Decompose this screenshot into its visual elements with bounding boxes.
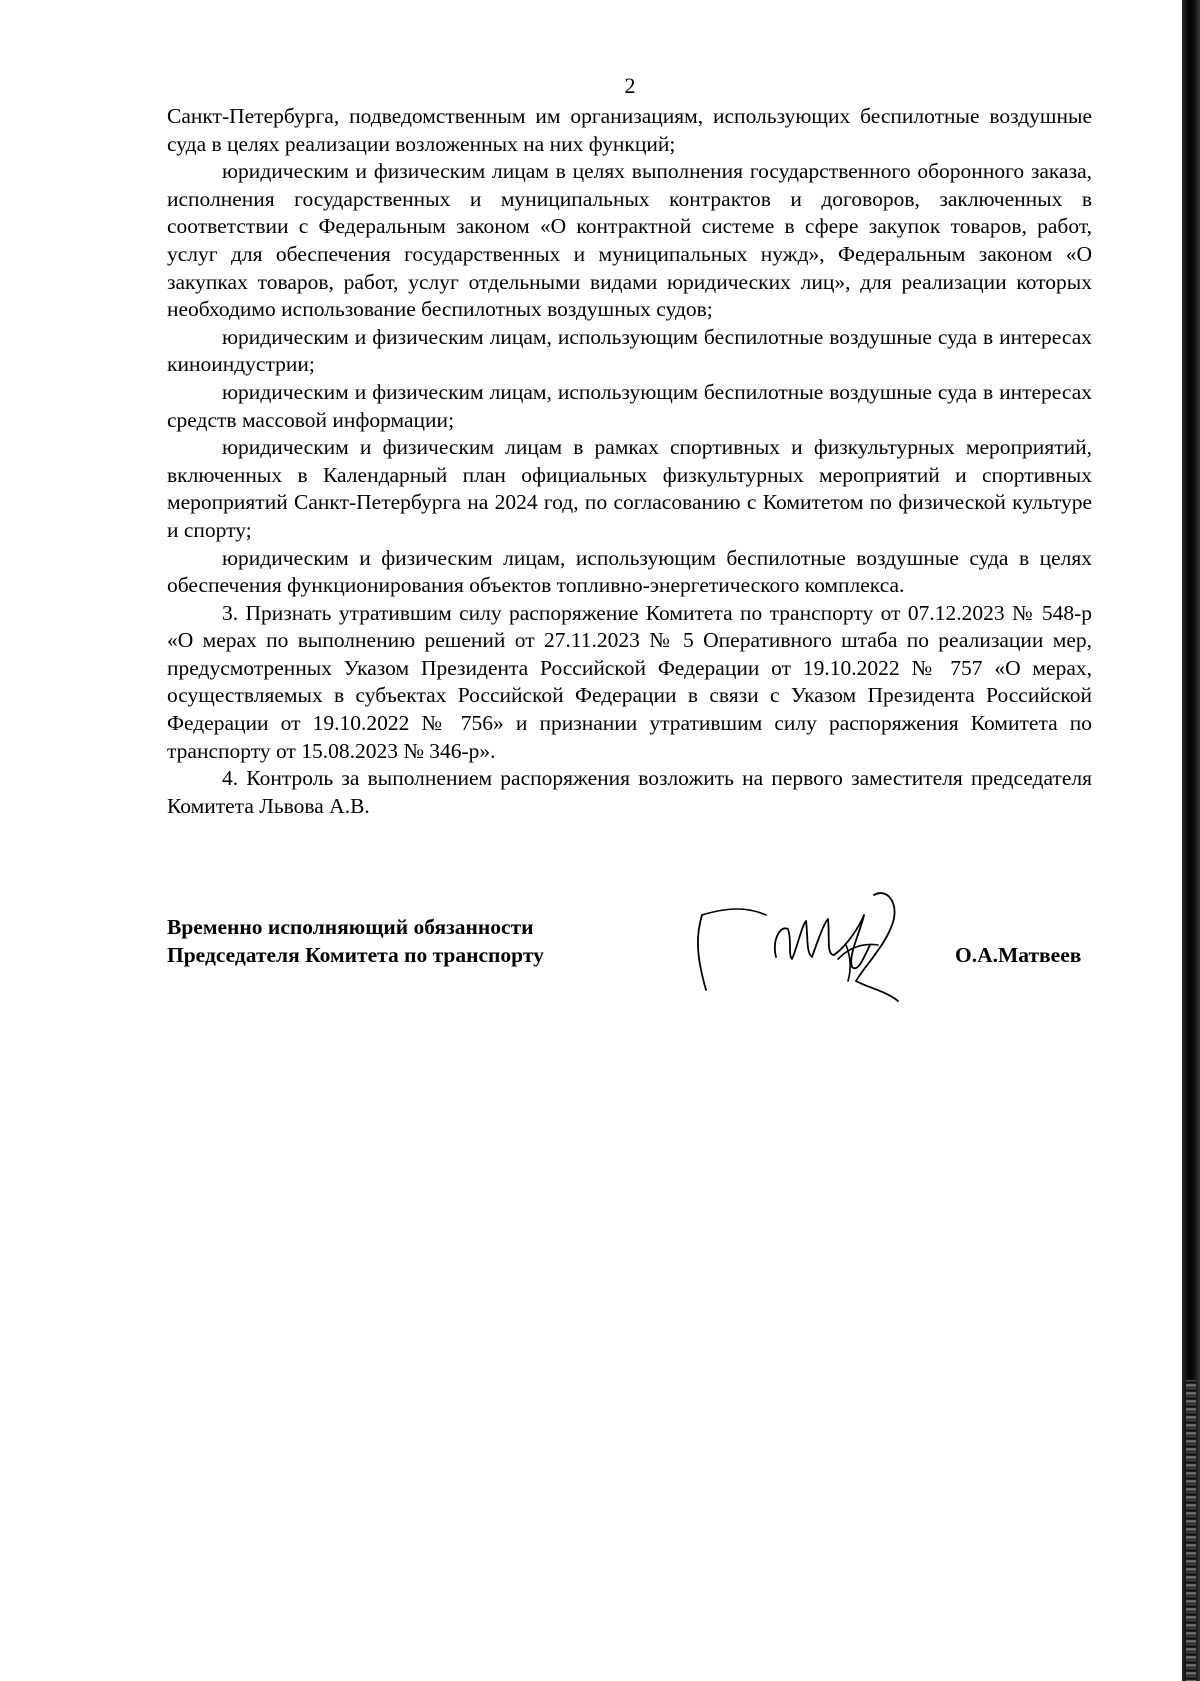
signatory-position: [167, 913, 544, 969]
page-number: 2: [624, 73, 636, 98]
signatory-position-line-2: Председателя Комитета по транспорту: [167, 943, 544, 967]
scan-edge-noise: [1186, 1380, 1196, 1681]
paragraph-item-3: 3. Признать утратившим силу распоряжение Комитета по транспорту от 07.12.2023 № 548-р «О мерах по выполнению решений от 27.11.2023 № 5 Оперативного штаба по реализации мер, предусмотренных Указом Президента Российской Федерации от 19.10.2022 № 757 «О мерах, осуществляемых в субъектах Российской Федерации в связи с Указом Президента Российской Федерации от 19.10.2022 № 756» и признании утратившим силу распоряжения Комитета по транспорту от 15.08.2023 № 346-р».: [167, 600, 1092, 763]
paragraph-item-4: 4. Контроль за выполнением распоряжения возложить на первого заместителя председателя Комитета Львова А.В.: [167, 766, 1092, 818]
document-body: [167, 103, 1092, 820]
signatory-name: О.А.Матвеев: [955, 943, 1082, 967]
paragraph-continuation: Санкт-Петербурга, подведомственным им организациям, использующих беспилотные воздушные суда в целях реализации возложенных на них функций;: [167, 104, 1092, 156]
paragraph-sports-events: юридическим и физическим лицам в рамках спортивных и физкультурных мероприятий, включенных в Календарный план официальных физкультурных мероприятий и спортивных мероприятий Санкт-Петербурга на 2024 год, по согласованию с Комитетом по физической культуре и спорту;: [167, 435, 1092, 542]
paragraph-defense-order: юридическим и физическим лицам в целях выполнения государственного оборонного заказа, исполнения государственных и муниципальных контрактов и договоров, заключенных в соответствии с Федеральным законом «О контрактной системе в сфере закупок товаров, работ, услуг для обеспечения государственных и муниципальных нужд», Федеральным законом «О закупках товаров, работ, услуг отдельными видами юридических лиц», для реализации которых необходимо использование беспилотных воздушных судов;: [167, 159, 1092, 322]
handwritten-signature: [688, 885, 928, 1005]
paragraph-fuel-energy: юридическим и физическим лицам, использующим беспилотные воздушные суда в целях обеспечения функционирования объектов топливно-энергетического комплекса.: [167, 545, 1092, 598]
signatory-position-line-1: Временно исполняющий обязанности: [167, 915, 534, 939]
paragraph-film-industry: юридическим и физическим лицам, использующим беспилотные воздушные суда в интересах киноиндустрии;: [167, 324, 1092, 377]
paragraph-mass-media: юридическим и физическим лицам, использующим беспилотные воздушные суда в интересах средств массовой информации;: [167, 379, 1092, 432]
